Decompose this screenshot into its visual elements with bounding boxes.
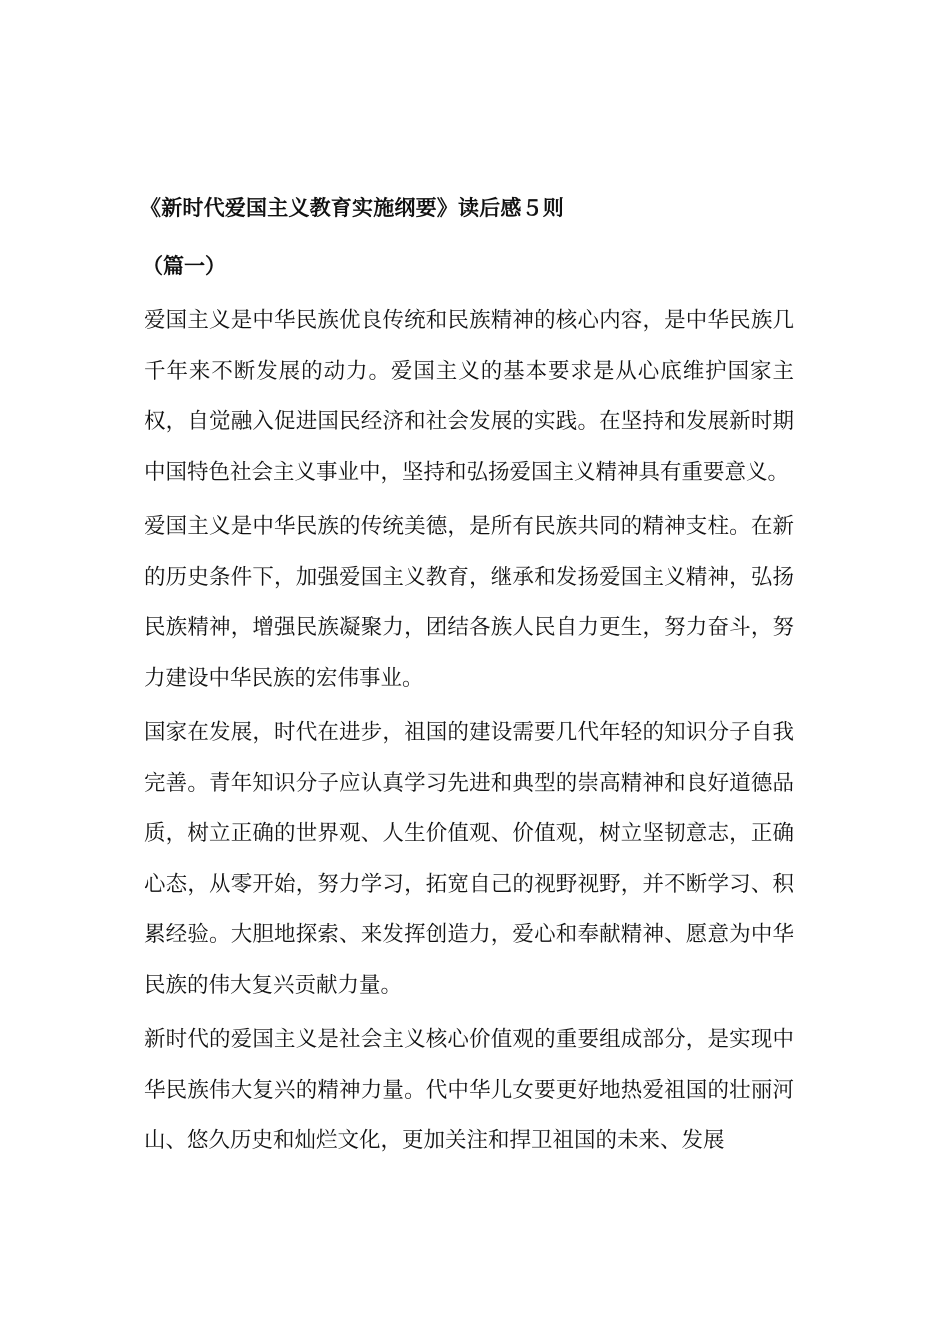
document-body — [140, 190, 794, 1171]
section-heading: （篇一） — [142, 254, 226, 278]
paragraph-3: 国家在发展，时代在进步，祖国的建设需要几代年轻的知识分子自我完善。青年知识分子应认真学习先进和典型的崇高精神和良好道德品质，树立正确的世界观、人生价值观、价值观，树立坚韧意志，正确心态，从零开始，努力学习，拓宽自己的视野视野，并不断学习、积累经验。大胆地探索、来发挥创造力，爱心和奉献精神、愿意为中华民族的伟大复兴贡献力量。 — [144, 720, 794, 998]
paragraph-4: 新时代的爱国主义是社会主义核心价值观的重要组成部分，是实现中华民族伟大复兴的精神力量。代中华儿女要更好地热爱祖国的壮丽河山、悠久历史和灿烂文化，更加关注和捍卫祖国的未来、发展 — [144, 1027, 794, 1153]
document-title: 《新时代爱国主义教育实施纲要》读后感５则 — [140, 196, 564, 220]
paragraph-2: 爱国主义是中华民族的传统美德，是所有民族共同的精神支柱。在新的历史条件下，加强爱国主义教育，继承和发扬爱国主义精神，弘扬民族精神，增强民族凝聚力，团结各族人民自力更生，努力奋斗，努力建设中华民族的宏伟事业。 — [144, 514, 794, 691]
paragraph-1: 爱国主义是中华民族优良传统和民族精神的核心内容，是中华民族几千年来不断发展的动力。爱国主义的基本要求是从心底维护国家主权，自觉融入促进国民经济和社会发展的实践。在坚持和发展新时期中国特色社会主义事业中，坚持和弘扬爱国主义精神具有重要意义。 — [144, 308, 794, 485]
